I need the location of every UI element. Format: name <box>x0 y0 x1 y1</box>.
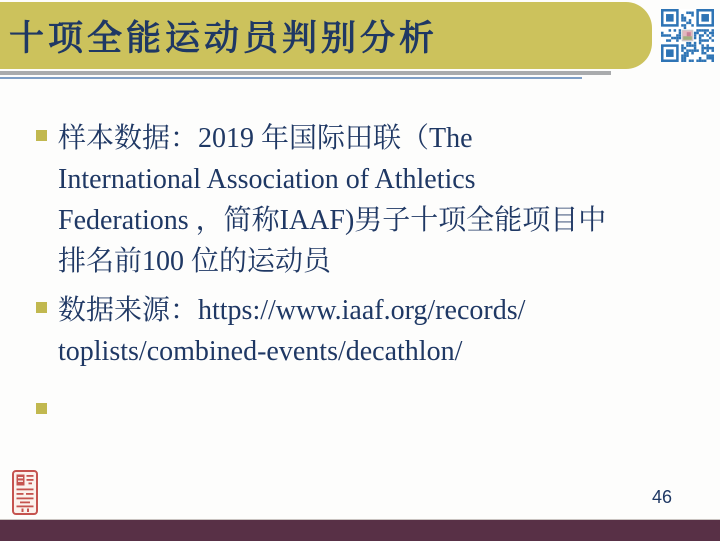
text-line: International Association of Athletics <box>58 164 476 195</box>
text-line: 样本数据：2019 年国际田联（The <box>58 123 473 154</box>
title-bar <box>0 2 652 69</box>
square-bullet-icon <box>36 302 47 313</box>
list-item <box>36 290 686 372</box>
square-bullet-icon <box>36 403 47 414</box>
text-line: Federations ，简称IAAF)男子十项全能项目中 <box>58 205 607 236</box>
list-item <box>36 118 686 282</box>
qr-code-icon <box>661 9 714 62</box>
page-title: 十项全能运动员判别分析 <box>9 18 439 58</box>
list-item-empty <box>36 391 686 432</box>
footer-bar <box>0 519 720 541</box>
page-number: 46 <box>652 487 673 507</box>
title-divider-gray <box>0 71 611 75</box>
square-bullet-icon <box>36 130 47 141</box>
seal-stamp-icon <box>12 470 38 515</box>
text-line: 数据来源：https://www.iaaf.org/records/ <box>58 295 526 326</box>
title-divider-blue <box>0 77 582 79</box>
text-line: 排名前100 位的运动员 <box>58 246 332 277</box>
bullet-list <box>36 118 686 432</box>
text-line: toplists/combined-events/decathlon/ <box>58 336 463 367</box>
